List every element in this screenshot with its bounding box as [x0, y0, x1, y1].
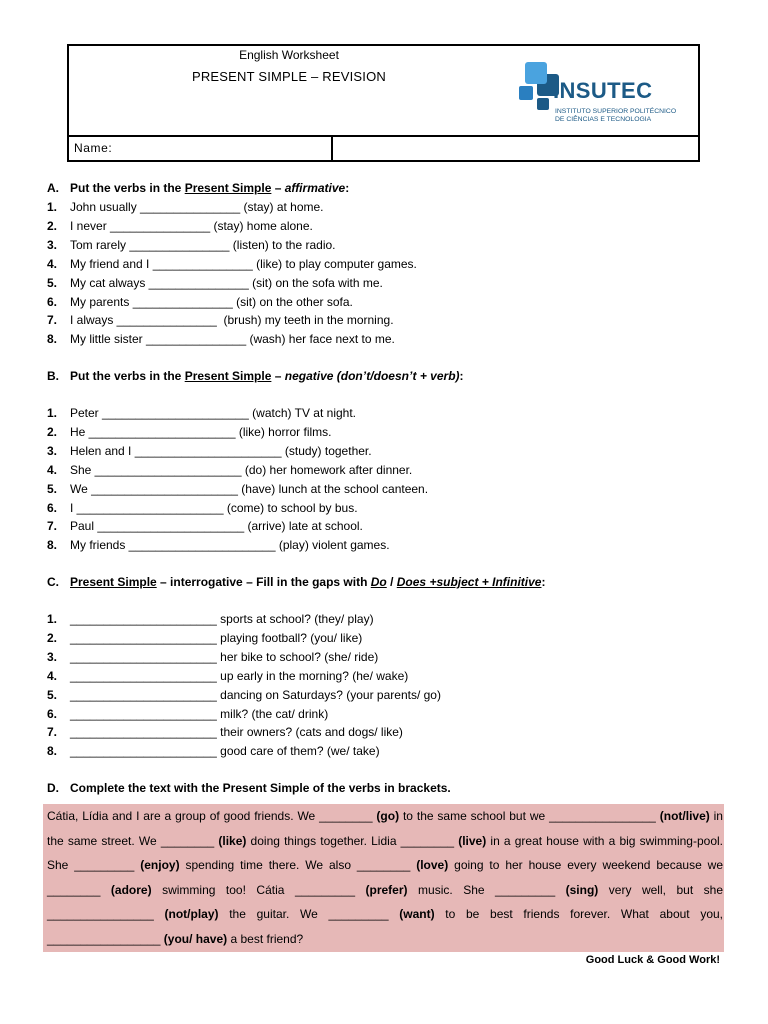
gap-fill-paragraph	[47, 804, 723, 952]
section-a-item	[47, 257, 417, 275]
section-c-item	[47, 612, 374, 630]
item-number: 5.	[47, 275, 58, 290]
verb-hint: (not/play)	[164, 907, 219, 922]
item-number: 1.	[47, 406, 58, 420]
section-b-item	[47, 501, 358, 519]
section-b-item	[47, 463, 412, 481]
item-text: Helen and I ______________________ (study) together.	[70, 443, 372, 458]
paragraph-text: spending time there. We also ________	[179, 858, 417, 873]
verb-hint: (enjoy)	[140, 858, 180, 873]
item-text: John usually _______________ (stay) at home.	[70, 200, 324, 214]
verb-hint: (prefer)	[365, 882, 408, 897]
item-text: ______________________ dancing on Saturdays? (your parents/ go)	[70, 687, 441, 702]
paragraph-text: Cátia, Lídia and I are a group of good friends. We ________	[47, 809, 377, 823]
item-number: 4.	[47, 256, 58, 271]
verb-hint: (sing)	[565, 882, 599, 897]
name-row	[69, 135, 698, 162]
worksheet-title: English Worksheet	[239, 48, 339, 62]
item-text: My friends ______________________ (play) violent games.	[70, 538, 390, 553]
section-a-item	[47, 313, 394, 331]
item-text: Peter ______________________ (watch) TV at night.	[70, 406, 356, 420]
item-number: 3.	[47, 649, 58, 664]
section-c-item	[47, 688, 441, 706]
paragraph-text: going to her house every weekend because we ________	[47, 858, 724, 897]
item-number: 3.	[47, 237, 58, 252]
section-a-item	[47, 200, 324, 218]
verb-hint: (live)	[458, 833, 487, 848]
item-number: 2.	[47, 630, 58, 645]
paragraph-text: in a great house with a big swimming-pool. She _________	[47, 833, 723, 873]
item-text: ______________________ up early in the morning? (he/ wake)	[70, 668, 409, 683]
item-number: 8.	[47, 744, 58, 759]
section-b-item	[47, 444, 372, 462]
verb-hint: (like)	[218, 833, 247, 848]
item-text: I never _______________ (stay) home alone.	[70, 218, 313, 233]
name-label: Name:	[74, 141, 113, 155]
verb-hint: (you/ have)	[163, 931, 228, 946]
item-number: 5.	[47, 687, 58, 702]
footer-message: Good Luck & Good Work!	[585, 954, 720, 966]
item-text: ______________________ good care of them? (we/ take)	[70, 744, 380, 759]
section-a-item	[47, 219, 313, 237]
section-a-item	[47, 276, 383, 294]
item-number: 7.	[47, 519, 58, 534]
item-text: My friend and I _______________ (like) to play computer games.	[70, 256, 417, 271]
section-c-item	[47, 744, 380, 762]
item-text: My cat always _______________ (sit) on the sofa with me.	[70, 275, 383, 290]
section-c-item	[47, 631, 362, 649]
section-b-item	[47, 406, 356, 424]
item-text: We ______________________ (have) lunch at the school canteen.	[70, 481, 429, 496]
section-b-item	[47, 538, 390, 556]
item-text: Paul ______________________ (arrive) late at school.	[70, 519, 363, 534]
section-a-item	[47, 332, 395, 350]
section-c-item	[47, 707, 328, 725]
item-number: 2.	[47, 424, 58, 439]
paragraph-text: the guitar. We _________	[218, 907, 400, 922]
verb-hint: (love)	[416, 858, 449, 873]
paragraph-text: doing things together. Lidia ________	[246, 833, 459, 848]
paragraph-text: to the same school but we ________________	[399, 809, 660, 823]
paragraph-text: swimming too! Cátia _________	[151, 882, 366, 897]
item-text: ______________________ milk? (the cat/ drink)	[70, 706, 329, 721]
item-number: 1.	[47, 612, 58, 626]
paragraph-text: music. She _________	[407, 882, 566, 897]
paragraph-text: very well, but she ________________	[47, 882, 724, 922]
item-text: My little sister _______________ (wash) her face next to me.	[70, 332, 395, 347]
item-text: He ______________________ (like) horror films.	[70, 424, 332, 439]
name-cell	[69, 137, 333, 162]
verb-hint: (go)	[376, 809, 400, 823]
item-number: 6.	[47, 294, 58, 309]
logo-wordmark: INSUTEC	[553, 78, 653, 103]
section-c-heading: C. Present Simple – interrogative – Fill in the gaps with Do / Does +subject + Infinitive:	[47, 575, 546, 589]
verb-hint: (not/live)	[659, 809, 710, 823]
item-number: 7.	[47, 725, 58, 740]
item-number: 5.	[47, 481, 58, 496]
item-number: 8.	[47, 538, 58, 553]
section-a-heading: A. Put the verbs in the Present Simple – affirmative:	[47, 181, 350, 195]
section-c-item	[47, 669, 408, 687]
section-a-item	[47, 295, 353, 313]
section-b-item	[47, 482, 428, 500]
paragraph-text: in the same street. We ________	[47, 809, 723, 848]
item-text: ______________________ their owners? (cats and dogs/ like)	[70, 725, 403, 740]
item-number: 8.	[47, 332, 58, 347]
section-b-item	[47, 425, 332, 443]
section-b-item	[47, 519, 363, 537]
item-text: She ______________________ (do) her homework after dinner.	[70, 462, 413, 477]
verb-hint: (adore)	[110, 882, 152, 897]
item-number: 2.	[47, 218, 58, 233]
item-number: 4.	[47, 462, 58, 477]
item-number: 6.	[47, 500, 58, 515]
item-number: 4.	[47, 668, 58, 683]
item-number: 3.	[47, 443, 58, 458]
worksheet-subtitle: PRESENT SIMPLE – REVISION	[191, 69, 387, 84]
paragraph-text: to be best friends forever. What about you, _________________	[47, 907, 724, 946]
item-text: I ______________________ (come) to school by bus.	[70, 500, 358, 515]
section-c-item	[47, 650, 378, 668]
verb-hint: (want)	[399, 907, 435, 922]
item-text: ______________________ her bike to school? (she/ ride)	[70, 649, 379, 664]
section-d-heading: D. Complete the text with the Present Simple of the verbs in brackets.	[47, 781, 451, 795]
item-text: I always _______________ (brush) my teeth in the morning.	[70, 313, 394, 328]
item-text: ______________________ sports at school? (they/ play)	[70, 612, 374, 626]
item-number: 1.	[47, 200, 58, 214]
section-b-heading: B. Put the verbs in the Present Simple – negative (don’t/doesn’t + verb):	[47, 369, 464, 383]
item-number: 6.	[47, 706, 58, 721]
item-text: ______________________ playing football? (you/ like)	[70, 630, 363, 645]
paragraph-text: a best friend?	[227, 931, 304, 946]
header-box	[67, 44, 700, 162]
gap-fill-text-box	[43, 804, 724, 952]
item-text: My parents _______________ (sit) on the other sofa.	[70, 294, 353, 309]
item-number: 7.	[47, 313, 58, 328]
logo-tagline: INSTITUTO SUPERIOR POLITÉCNICO DE CIÊNCIAS E TECNOLOGIA	[555, 108, 677, 123]
item-text: Tom rarely _______________ (listen) to the radio.	[70, 237, 336, 252]
section-c-item	[47, 725, 403, 743]
section-a-item	[47, 238, 336, 256]
